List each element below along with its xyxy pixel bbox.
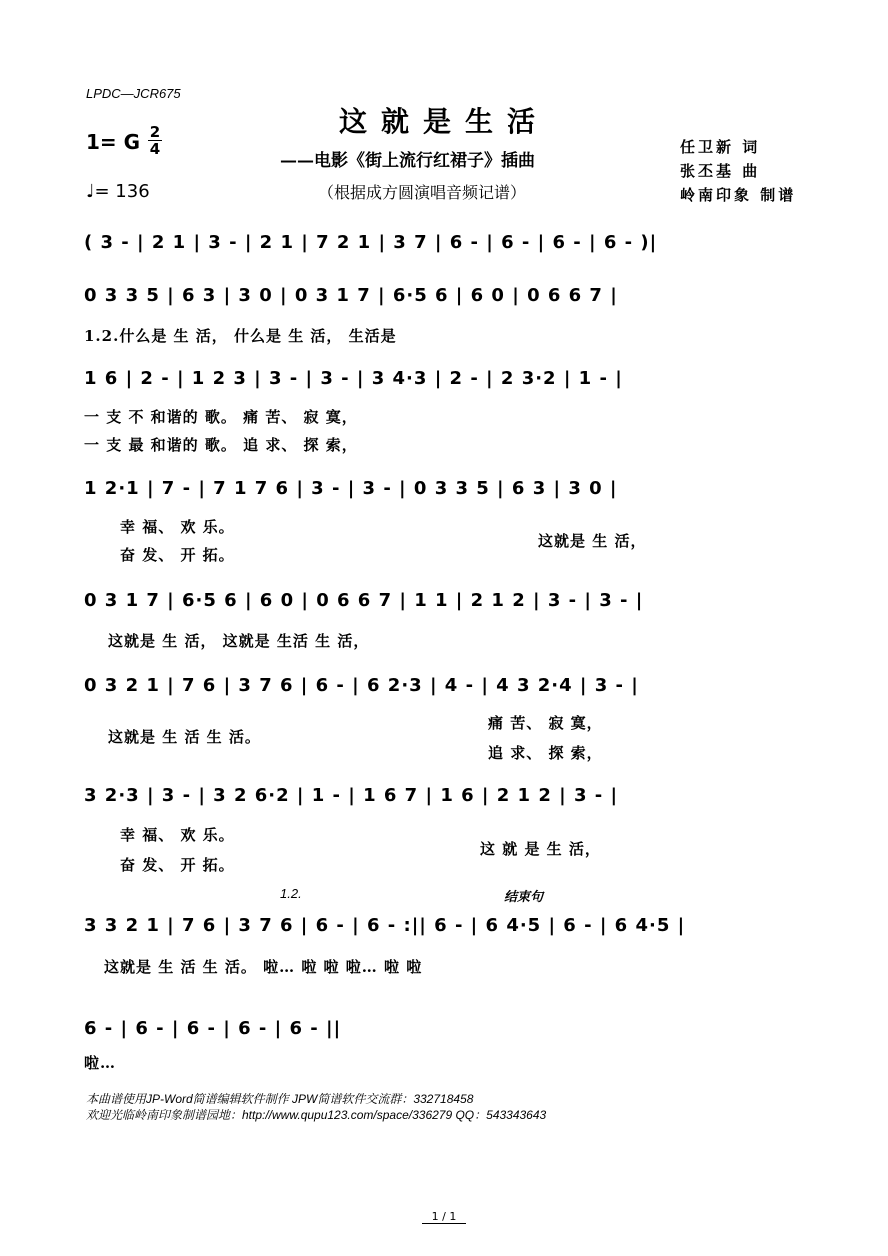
footer-line: 本曲谱使用JP-Word简谱编辑软件制作 JPW简谱软件交流群：332718458: [86, 1092, 474, 1106]
tempo-mark: [86, 181, 150, 202]
lyrics-line: 这 就 是 生 活，: [480, 840, 601, 858]
notation-row: 1 6 | 2 - | 1 2 3 | 3 - | 3 - | 3 4·3 | 2 - | 2 3·2 | 1 - |: [84, 368, 623, 389]
lyrics-line: 追 求、 探 索，: [488, 744, 603, 762]
score-code: LPDC—JCR675: [86, 86, 181, 101]
notation-row: 6 - | 6 - | 6 - | 6 - | 6 - ||: [84, 1018, 342, 1039]
lyrics-line: 这就是 生 活 生 活。: [108, 728, 261, 746]
key-signature: 1= G: [86, 130, 141, 154]
time-bottom: 4: [149, 140, 161, 158]
lyrics-line: 奋 发、 开 拓。: [120, 546, 235, 564]
page-title: 这就是生活: [338, 105, 549, 138]
time-top: 2: [149, 123, 161, 141]
quarter-note-icon: ♩: [86, 181, 95, 202]
volta-bracket: 1.2.: [280, 886, 302, 901]
time-signature: [148, 125, 162, 156]
transcription-note: （根据成方圆演唱音频记谱）: [318, 183, 527, 202]
notation-row: ( 3 - | 2 1 | 3 - | 2 1 | 7 2 1 | 3 7 | 6 - | 6 - | 6 - | 6 - )|: [84, 232, 658, 253]
page-number: [0, 1210, 888, 1223]
credit-transcriber: 岭南印象 制谱: [680, 186, 797, 204]
lyrics-line: 这就是 生 活 生 活。 啦… 啦 啦 啦… 啦 啦: [104, 958, 423, 976]
lyrics-line: 幸 福、 欢 乐。: [120, 826, 235, 844]
tempo-value: = 136: [94, 181, 150, 202]
subtitle: ——电影《街上流行红裙子》插曲: [280, 151, 535, 171]
notation-row: 0 3 2 1 | 7 6 | 3 7 6 | 6 - | 6 2·3 | 4 - | 4 3 2·4 | 3 - |: [84, 675, 639, 696]
notation-row: 0 3 1 7 | 6·5 6 | 6 0 | 0 6 6 7 | 1 1 | 2 1 2 | 3 - | 3 - |: [84, 590, 644, 611]
notation-row: 3 2·3 | 3 - | 3 2 6·2 | 1 - | 1 6 7 | 1 6 | 2 1 2 | 3 - |: [84, 785, 619, 806]
lyrics-line: 这就是 生 活，: [538, 532, 647, 550]
ending-label: 结束句: [504, 889, 544, 904]
footer-line: 欢迎光临岭南印象制谱园地：http://www.qupu123.com/space/336279 QQ：543343643: [86, 1108, 547, 1122]
page-number-text: 1 / 1: [422, 1210, 467, 1224]
lyrics-line: 这就是 生 活， 这就是 生活 生 活，: [108, 632, 370, 650]
lyrics-line: 奋 发、 开 拓。: [120, 856, 235, 874]
lyrics-line: 幸 福、 欢 乐。: [120, 518, 235, 536]
notation-row: 0 3 3 5 | 6 3 | 3 0 | 0 3 1 7 | 6·5 6 | 6 0 | 0 6 6 7 |: [84, 285, 618, 306]
lyrics-line: 啦…: [84, 1054, 117, 1072]
credit-lyricist: 任卫新 词: [680, 138, 761, 156]
credit-composer: 张丕基 曲: [680, 162, 761, 180]
lyrics-line: 一 支 最 和谐的 歌。 追 求、 探 索，: [84, 436, 358, 454]
notation-row: 3 3 2 1 | 7 6 | 3 7 6 | 6 - | 6 - :|| 6 - | 6 4·5 | 6 - | 6 4·5 |: [84, 915, 686, 936]
lyrics-line: 一 支 不 和谐的 歌。 痛 苦、 寂 寞，: [84, 408, 358, 426]
notation-row: 1 2·1 | 7 - | 7 1 7 6 | 3 - | 3 - | 0 3 3 5 | 6 3 | 3 0 |: [84, 478, 618, 499]
lyrics-line: 1.2.什么是 生 活， 什么是 生 活， 生活是: [84, 327, 397, 345]
lyrics-line: 痛 苦、 寂 寞，: [488, 714, 603, 732]
